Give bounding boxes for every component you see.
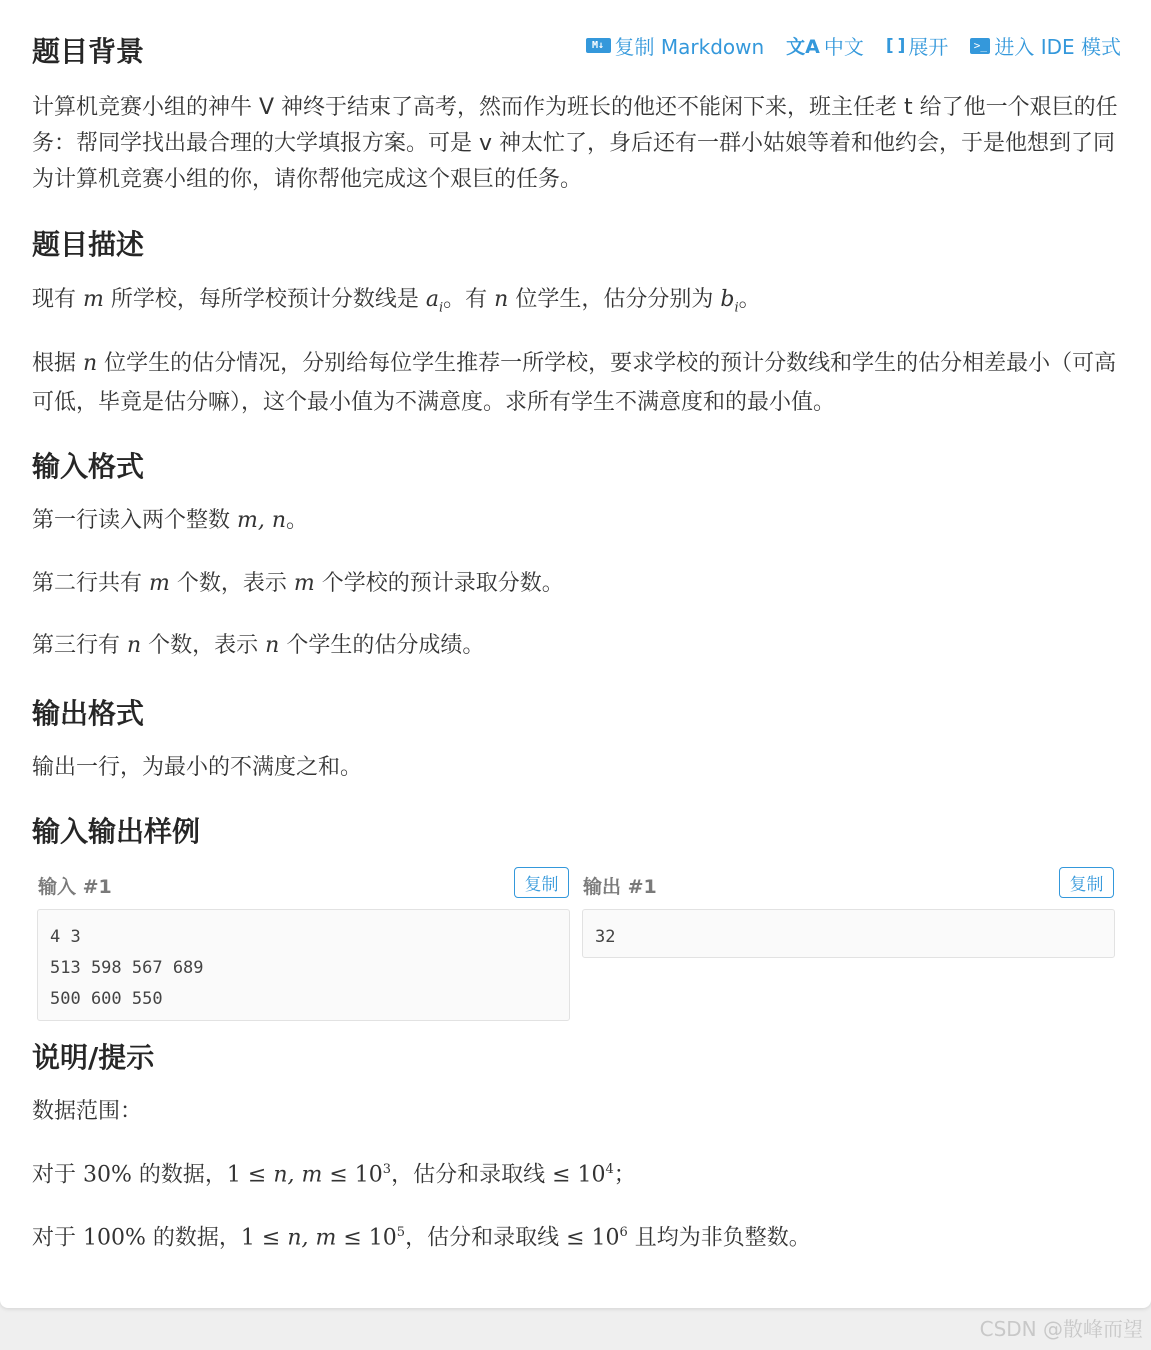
description-heading: 题目描述: [32, 228, 145, 261]
hint-range-30: 对于 30% 的数据，1 ≤ n, $m \le 10^3$，估分和录取线 ≤ $10^4$；: [32, 1162, 636, 1188]
description-paragraph-2: 根据 n 位学生的估分情况，分别给每位学生推荐一所学校，要求学校的预计分数线和学生的估分相差最小（可高可低，毕竟是估分嘛），这个最小值为不满意度。求所有学生不满意度和的最小值。: [32, 351, 1117, 415]
expand-label: 展开: [908, 35, 949, 59]
samples-heading: 输入输出样例: [32, 815, 201, 848]
translate-icon: 文A: [786, 36, 820, 58]
input-format-heading: 输入格式: [32, 450, 145, 483]
ide-mode-label: 进入 IDE 模式: [994, 35, 1121, 59]
expand-button[interactable]: [886, 31, 948, 60]
copy-markdown-button[interactable]: [586, 31, 765, 60]
background-heading: 题目背景: [32, 35, 145, 68]
sample-input-box[interactable]: [37, 909, 570, 1021]
sample-output-box[interactable]: [582, 909, 1115, 958]
background-text: 计算机竞赛小组的神牛 V 神终于结束了高考，然而作为班长的他还不能闲下来，班主任老 t 给了他一个艰巨的任务：帮同学找出最合理的大学填报方案。可是 v 神太忙了，身后还有一群小姑娘等着和他约会，于是他想到了同为计算机竞赛小组的你，请你帮他完成这个艰巨的任务。: [32, 95, 1118, 192]
terminal-icon: >_: [970, 38, 990, 54]
expand-icon: [ ]: [885, 35, 905, 56]
input-format-line-3: 第三行有 n 个数，表示 n 个学生的估分成绩。: [32, 633, 485, 658]
input-format-line-2: 第二行共有 m 个数，表示 m 个学校的预计录取分数。: [32, 571, 564, 596]
copy-markdown-label: 复制 Markdown: [614, 35, 765, 59]
ide-mode-button[interactable]: [970, 31, 1121, 60]
copy-output-button[interactable]: 复制: [1059, 867, 1114, 898]
sample-input-label: 输入 #1: [38, 876, 112, 898]
copy-input-button[interactable]: 复制: [514, 867, 569, 898]
language-button[interactable]: [786, 31, 864, 60]
output-format-text: 输出一行，为最小的不满度之和。: [32, 755, 363, 780]
sample-output-label: 输出 #1: [583, 876, 657, 898]
hint-heading: 说明/提示: [32, 1041, 155, 1074]
language-label: 中文: [823, 35, 864, 59]
sample-input-line: 513 598 567 689: [50, 958, 204, 978]
sample-input-line: 500 600 550: [50, 989, 163, 1009]
hint-range-label: 数据范围：: [32, 1099, 143, 1124]
description-paragraph-1: 现有 m 所学校，每所学校预计分数线是 $a_i$。有 n 位学生，估分分别为 $b_i$。: [32, 287, 761, 316]
input-format-line-1: 第一行读入两个整数 m, n。: [32, 508, 309, 533]
problem-toolbar: [586, 31, 1121, 60]
csdn-watermark: CSDN @散峰而望: [979, 1317, 1143, 1341]
output-format-heading: 输出格式: [32, 697, 145, 730]
markdown-icon: M↓: [586, 38, 611, 53]
sample-output-line: 32: [595, 927, 616, 947]
hint-range-100: 对于 100% 的数据，1 ≤ n, $m \le 10^5$，估分和录取线 ≤ $10^6$ 且均为非负整数。: [32, 1225, 811, 1251]
sample-input-line: 4 3: [50, 927, 81, 947]
